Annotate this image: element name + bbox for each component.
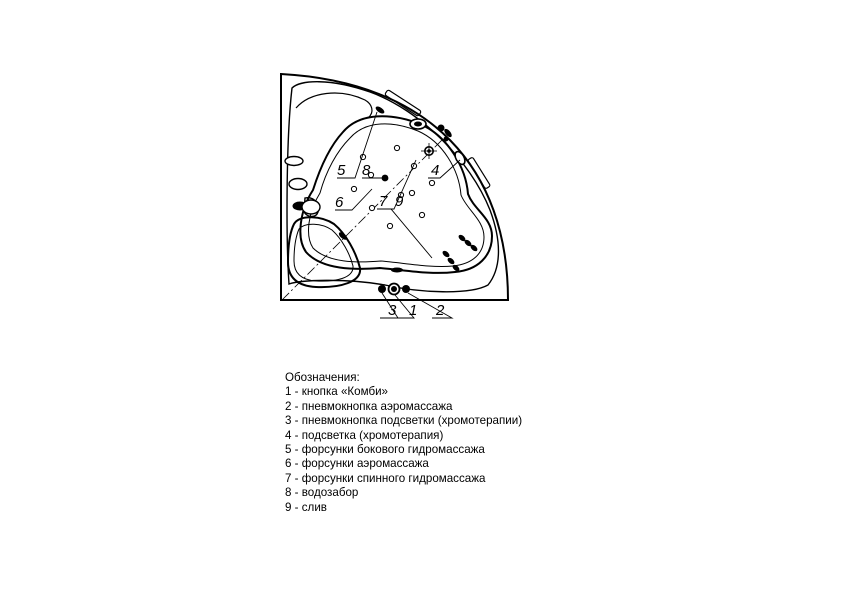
callout-7: 7 xyxy=(379,193,388,210)
legend-item-6: 6 - форсунки аэромассажа xyxy=(285,457,429,471)
light-fixture-right xyxy=(453,150,467,166)
callout-1: 1 xyxy=(409,302,418,319)
legend xyxy=(285,371,522,515)
legend-item-3: 3 - пневмокнопка подсветки (хромотерапии) xyxy=(285,414,523,428)
callout-8: 8 xyxy=(362,162,371,179)
faucet-top xyxy=(285,157,303,166)
legend-item-2: 2 - пневмокнопка аэромассажа xyxy=(285,399,453,413)
legend-item-5: 5 - форсунки бокового гидромассажа xyxy=(285,443,485,457)
combi-button-core xyxy=(391,286,397,292)
legend-item-4: 4 - подсветка (хромотерапия) xyxy=(285,428,444,442)
rim-fitting xyxy=(438,125,445,132)
callout-9: 9 xyxy=(395,193,404,210)
faucet-middle xyxy=(289,179,307,190)
air-jets xyxy=(351,145,434,228)
side-jet xyxy=(391,268,403,273)
legend-item-9: 9 - слив xyxy=(285,500,327,514)
callout-2: 2 xyxy=(436,302,445,319)
faucet-spout xyxy=(302,200,320,214)
seat-recess xyxy=(288,217,360,287)
callout-6: 6 xyxy=(335,194,344,211)
drain xyxy=(421,143,437,159)
legend-item-1: 1 - кнопка «Комби» xyxy=(285,385,389,399)
rim-fitting xyxy=(444,137,449,142)
seat-recess-inner xyxy=(294,224,353,281)
callout-4: 4 xyxy=(431,162,440,179)
pneumo-light-button xyxy=(378,285,386,293)
legend-item-8: 8 - водозабор xyxy=(285,486,359,500)
legend-title: Обозначения: xyxy=(285,371,360,384)
light-fixture-inner xyxy=(414,122,422,127)
pneumo-air-button xyxy=(402,285,410,293)
callout-5: 5 xyxy=(337,162,346,179)
tub-upper-lobe xyxy=(296,93,372,118)
callout-3: 3 xyxy=(388,302,397,319)
grab-handle-right xyxy=(467,157,490,189)
legend-item-7: 7 - форсунки спинного гидромассажа xyxy=(285,471,486,485)
